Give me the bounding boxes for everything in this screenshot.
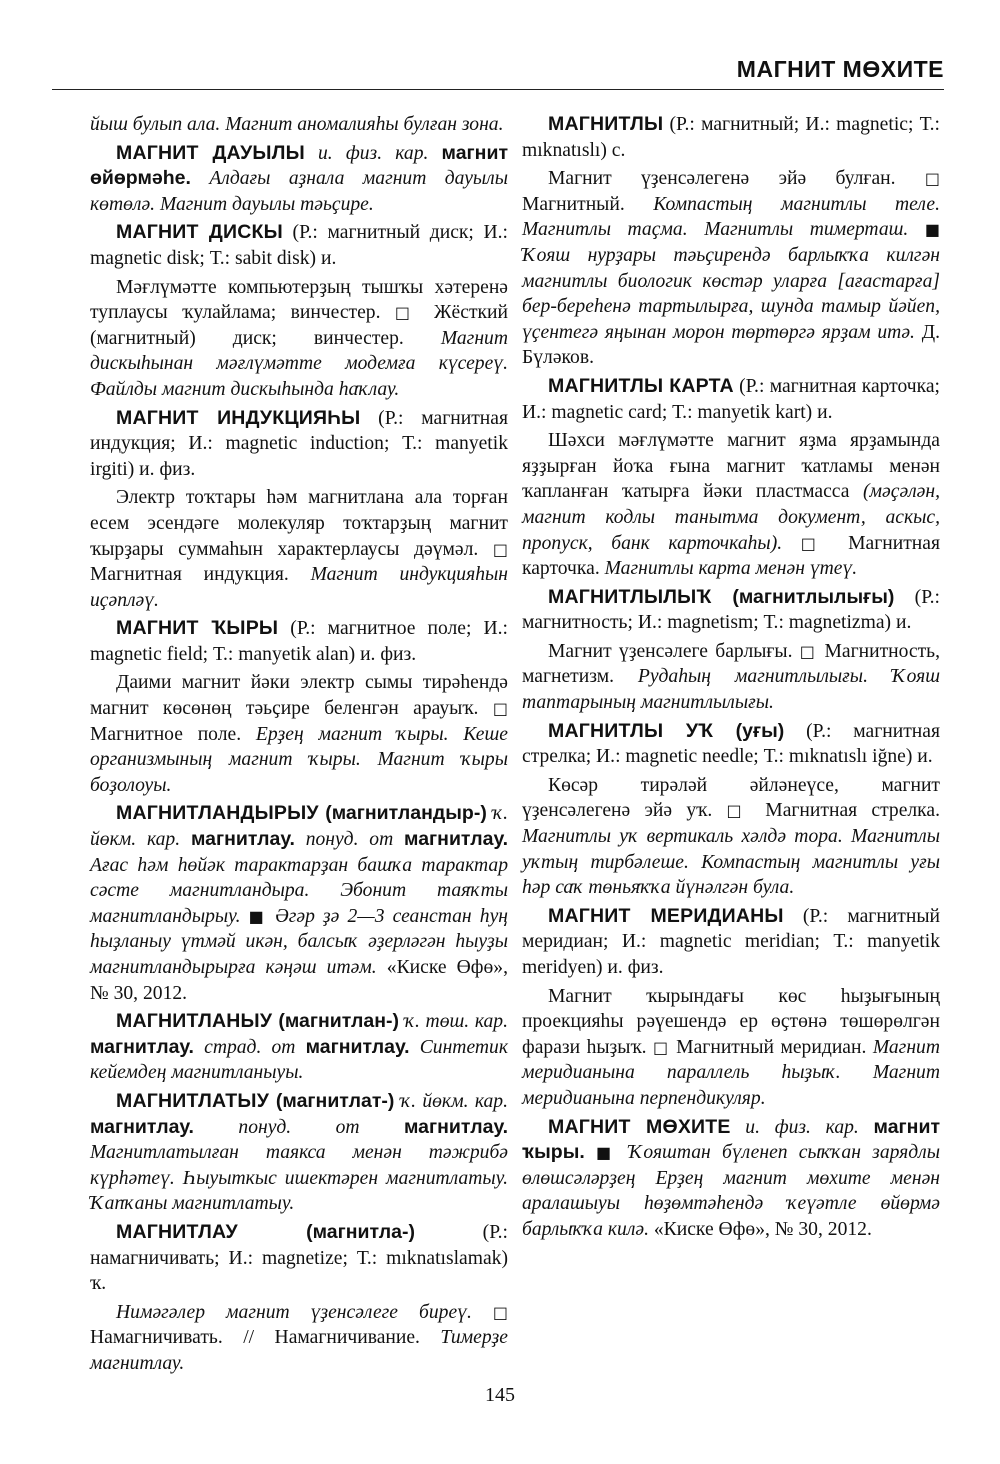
headword: МАГНИТЛАУ: [116, 1220, 238, 1243]
definition: Нимәгәлер магнит үҙенсәлеге биреү. □ Намагничивать. // Намагничивание. Тимерҙе магнитлау.: [90, 1301, 508, 1374]
entry-magnitly: МАГНИТЛЫ (Р.: магнитный; И.: magnetic; Т.: mıknatıslı) с.: [522, 113, 940, 161]
definition: Магнит үҙенсәлеге барлығы. □ Магнитность, магнетизм. Рудаһың магнитлылығы. Ҡояш таптарының магнитлылығы.: [522, 640, 941, 714]
headword: МАГНИТ ҠЫРЫ: [116, 617, 279, 640]
entry-magnitlatyu: МАГНИТЛАТЫУ (магнитлат-) ҡ. йөкм. кар. магнитлау. понуд. от магнитлау. Магнитлатылған таякса менән тәжрибә күрһәтеү. Һыуыткыс ишектәрен магнитлатыу. Ҡапҡаны магнитлатыу.: [90, 1089, 509, 1215]
definition: Шәхси мәғлүмәтте магнит яҙма ярҙамында яҙҙырған йоҡа ғына магнит ҡатламы менән ҡапланған ҡатырға йәки пластмасса (мәҫәлән, магнит кодлы танытма документ, аскыс, пропуск, банк карточкаһы). □ Магнитная карточка. Магнитлы карта менән үтеү.: [522, 430, 940, 580]
definition: Мәғлүмәтте компьютерҙың тышҡы хәтеренә туплаусы ҡулайлама; винчестер. □ Жёсткий (магнитный) диск; винчестер. Магнит дискыһынан мәғлүмәтте модемға күсереү. Файлды магнит дискыһында һаҡлау.: [90, 276, 509, 400]
headword: МАГНИТ ДАУЫЛЫ: [116, 141, 305, 164]
filled-square-icon: ■: [924, 220, 940, 240]
definition: Магнит ҡырындағы көс һыҙығының проекцияһы рәүешендә ер өҫтөнә төшөрөлгән фарази һыҙыҡ. □ Магнитный меридиан. Магнит меридианына параллель һыҙыҡ. Магнит меридианына перпендикуляр.: [522, 985, 940, 1109]
headword: МАГНИТ ИНДУКЦИЯҺЫ: [116, 406, 361, 429]
entry-magnitlanyu: МАГНИТЛАНЫУ (магнитлан-) ҡ. төш. кар. магнитлау. страд. от магнитлау. Синтетик кейемдең магнитланыуы.: [90, 1010, 509, 1084]
headword: МАГНИТ МЕРИДИАНЫ: [548, 904, 784, 927]
open-square-icon: □: [924, 169, 940, 189]
entry-magnitlandyryu: МАГНИТЛАНДЫРЫУ (магнитландыр-) ҡ. йөкм. кар. магнитлау. понуд. от магнитлау. Ағас һәм һөйәк тарактарҙан башҡа тарактар сәсте магнитландыра. Эбонит таяҡты магнитландырыу. ■ Әгәр ҙә 2—3 сеанстан һуң һыҙланыу үтмәй икән, балсыҡ әҙерләгән һыуҙы магнитландырырға кәңәш итәм. «Киске Өфө», № 30, 2012.: [90, 802, 509, 1004]
entry-magnitly-karta: МАГНИТЛЫ КАРТА (Р.: магнитная карточка; И.: magnetic card; Т.: manyetik kart) и.: [522, 374, 940, 423]
page-number: 145: [485, 1384, 515, 1406]
filled-square-icon: ■: [248, 906, 268, 926]
open-square-icon: □: [492, 699, 508, 719]
open-square-icon: □: [394, 303, 420, 323]
definition: Даими магнит йәки электр сымы тирәһендә магнит көсөнөң тәьҫире беленгән арауыҡ. □ Магнитное поле. Ерҙең магнит ҡыры. Кеше организмының магнит ҡыры. Магнит ҡыры боҙолоуы.: [90, 672, 508, 796]
entry-magnit-mokhite: МАГНИТ МӨХИТЕ и. физ. кар. магнит ҡыры. ■ Ҡояштан бүленеп сыҡҡан зарядлы өлөшсәләрҙең Ерҙең магнит мөхите менән аралашыуы һөҙөмтәһендә ҡеүәтле өйөрмә барлыҡҡа килә. «Киске Өфө», № 30, 2012.: [522, 1115, 940, 1240]
headword: МАГНИТЛЫ КАРТА: [548, 374, 734, 397]
entry-magnitly-uk: МАГНИТЛЫ УҠ (уғы) (Р.: магнитная стрелка; И.: magnetic needle; Т.: mıknatıslı iğne) и.: [522, 719, 940, 768]
headword: МАГНИТЛАНДЫРЫУ: [116, 802, 319, 825]
open-square-icon: □: [492, 1302, 508, 1322]
headword: МАГНИТЛЫЛЫҠ: [548, 585, 712, 608]
running-head: МАГНИТ МӨХИТЕ: [736, 56, 944, 82]
headword: МАГНИТЛАНЫУ: [116, 1010, 273, 1033]
continued-text: йыш булып ала. Магнит аномалияһы булған зона.: [90, 114, 504, 135]
entry-magnit-dauyly: МАГНИТ ДАУЫЛЫ и. физ. кар. магнит өйөрмәһе. Алдағы аҙнала магнит дауылы көтөлә. Магнит дауылы тәьҫире.: [90, 141, 508, 215]
definition: Магнит үҙенсәлегенә эйә булған. □ Магнитный. Компастың магнитлы теле. Магнитлы таҫма. Магнитлы тимерташ. ■ Ҡояш нурҙары тәьҫирендә барлыҡҡа килгән магнитлы биологик көстәр уларға [ағастарға] бер-береһенә тартылырға, шунда тамыр йәйеп, үҫентегә яңынан морон төртөргә ярҙам итә. Д. Бүләков.: [522, 168, 940, 369]
open-square-icon: □: [726, 801, 752, 821]
filled-square-icon: ■: [596, 1143, 618, 1163]
entry-magnit-induktsiyahy: МАГНИТ ИНДУКЦИЯҺЫ (Р.: магнитная индукция; И.: magnetic induction; Т.: manyetik irgiti) и. физ.: [90, 406, 508, 480]
open-square-icon: □: [800, 533, 830, 553]
entry-magnitlau: МАГНИТЛАУ (магнитла-) (Р.: намагничивать; И.: magnetize; Т.: mıknatıslamak) ҡ.: [90, 1220, 508, 1295]
entry-magnit-disky: МАГНИТ ДИСКЫ (Р.: магнитный диск; И.: magnetic disk; Т.: sabit disk) и.: [90, 221, 508, 269]
right-column: [522, 112, 940, 1246]
headword: МАГНИТЛАТЫУ: [116, 1089, 270, 1112]
definition: Көсәр тирәләй әйләнеүсе, магнит үҙенсәлегенә эйә уҡ. □ Магнитная стрелка. Магнитлы уҡ вертикаль хәлдә тора. Магнитлы уҡтың тирбәлеше. Компастың магнитлы уғы һәр саҡ төньяҡҡа йүнәлгән була.: [522, 774, 940, 899]
headword: МАГНИТ МӨХИТЕ: [548, 1115, 731, 1138]
open-square-icon: □: [653, 1037, 670, 1057]
open-square-icon: □: [492, 539, 508, 559]
entry-magnit-meridiany: МАГНИТ МЕРИДИАНЫ (Р.: магнитный меридиан; И.: magnetic meridian; Т.: manyetik meridyen) и. физ.: [522, 904, 940, 978]
headword: МАГНИТ ДИСКЫ: [116, 221, 283, 244]
headword: МАГНИТЛЫ: [548, 113, 664, 135]
header-rule: [52, 89, 944, 90]
left-column: [90, 112, 508, 1380]
headword: МАГНИТЛЫ УҠ: [548, 719, 714, 742]
entry-magnit-kyry: МАГНИТ ҠЫРЫ (Р.: магнитное поле; И.: magnetic field; Т.: manyetik alan) и. физ.: [90, 617, 508, 665]
open-square-icon: □: [799, 641, 818, 661]
definition: Электр тоҡтары һәм магнитлана ала торған есем эсендәге молекуляр тоҡтарҙың магнит ҡырҙары суммаһын характерлаусы дәүмәл. □ Магнитная индукция. Магнит индукцияһын иҫәпләү.: [90, 487, 508, 611]
entry-magnitlylyk: МАГНИТЛЫЛЫҠ (магнитлылығы) (Р.: магнитность; И.: magnetism; Т.: magnetizma) и.: [522, 585, 940, 634]
